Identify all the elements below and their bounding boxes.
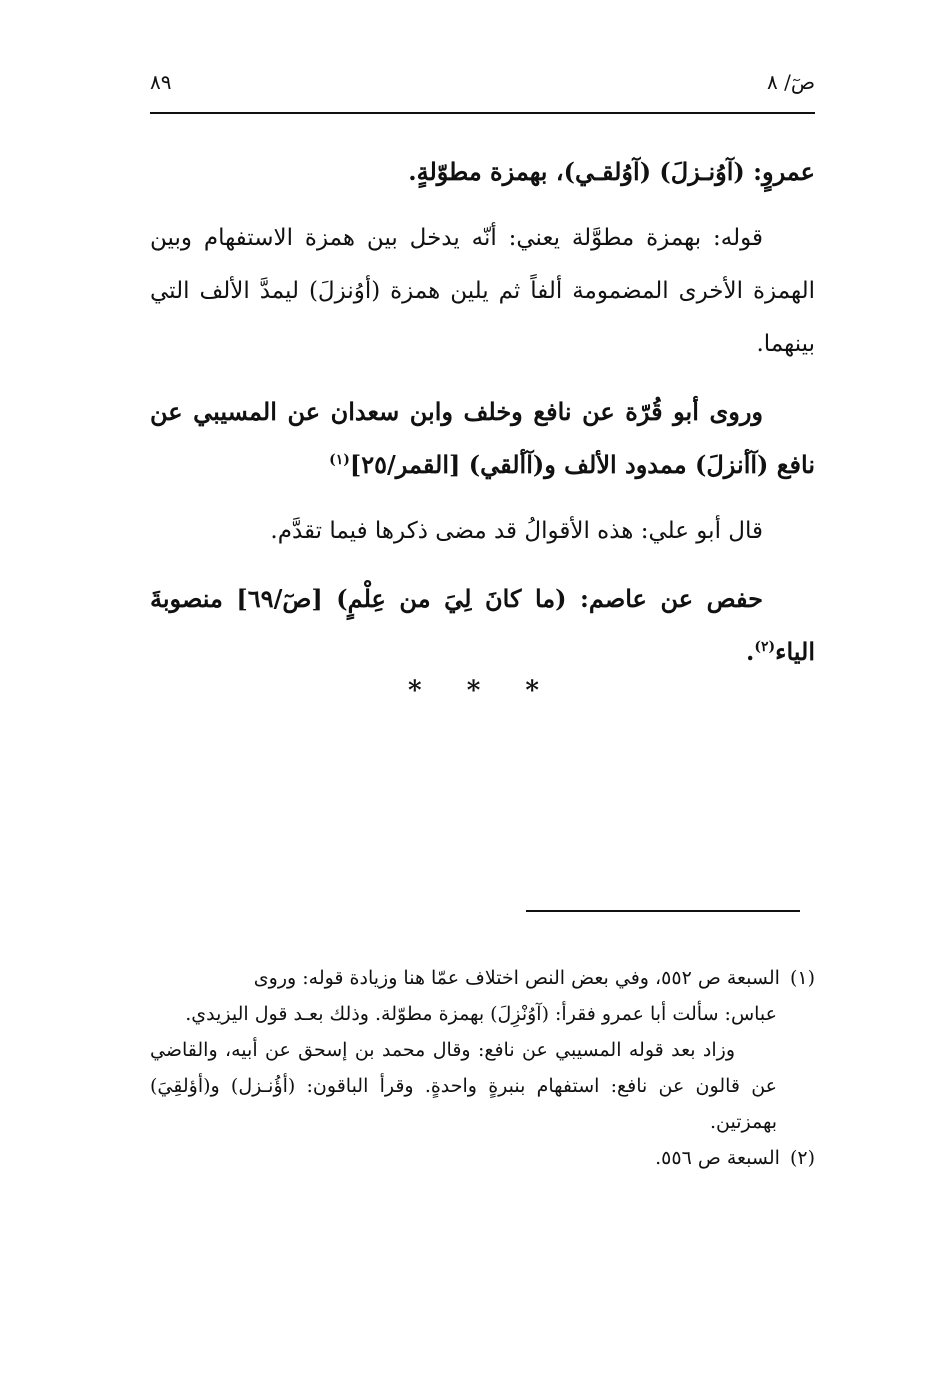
surah-reference: صٓ/ ٨	[766, 70, 815, 94]
page-number: ٨٩	[150, 70, 172, 94]
paragraph-4: قال أبو علي: هذه الأقوالُ قد مضى ذكرها فيما تقدَّم.	[270, 518, 763, 544]
paragraph-2: قوله: بهمزة مطوَّلة يعني: أنّه يدخل بين همزة الاستفهام وبين الهمزة الأخرى المضمومة ألفاً ثم يلين همزة (أوُنزلَ) ليمدَّ الألف التي بينهما.	[150, 225, 815, 357]
paragraph-1: عمروٍ: (آوُنـزلَ) (آوُلقـي)، بهمزة مطوّلةٍ.	[408, 157, 815, 186]
main-text	[150, 145, 815, 692]
page-header	[150, 70, 815, 102]
footnote-2-text: السبعة ص ٥٥٦.	[655, 1147, 780, 1169]
footnote-2	[150, 1140, 815, 1176]
footnote-1-paragraph-2: وزاد بعد قوله المسيبي عن نافع: وقال محمد بن إسحق عن أبيه، والقاضي عن قالون عن نافع: استفهام بنبرةٍ واحدةٍ. وقرأ الباقون: (أؤُنـزل) و(أؤلقِيَ) بهمزتين.	[150, 1039, 777, 1133]
footnote-marker-1: (١)	[329, 452, 350, 468]
paragraph-5-end: .	[746, 637, 755, 666]
footnote-1	[150, 960, 815, 996]
footnotes	[150, 960, 815, 1176]
paragraph-5	[150, 572, 815, 678]
footnote-marker-2: (٢)	[754, 639, 776, 655]
footnote-1-number: (١)	[789, 967, 815, 989]
footnote-1-continuation: عباس: سألت أبا عمرو فقرأ: (آوُنْزِلَ) بهمزة مطوّلة. وذلك بعـد قول اليزيدي.	[185, 1003, 777, 1025]
header-rule	[150, 112, 815, 114]
footnote-1-text: السبعة ص ٥٥٢، وفي بعض النص اختلاف عمّا هنا وزيادة قوله: وروى	[253, 967, 780, 989]
footnote-2-number: (٢)	[789, 1147, 815, 1169]
footnote-rule	[526, 910, 800, 912]
paragraph-3-text: وروى أبو قُرّة عن نافع وخلف وابن سعدان عن المسيبي عن نافع (آأنزلَ) ممدود الألف و(آألقي) [القمر/٢٥]	[150, 397, 815, 479]
paragraph-3	[150, 385, 815, 491]
paragraph-5-text: حفص عن عاصم: (ما كانَ لِيَ من عِلْمٍ) [صٓ/٦٩] منصوبةَ الياء	[150, 584, 815, 666]
document-page	[150, 0, 815, 1379]
section-separator: * * *	[408, 676, 557, 706]
